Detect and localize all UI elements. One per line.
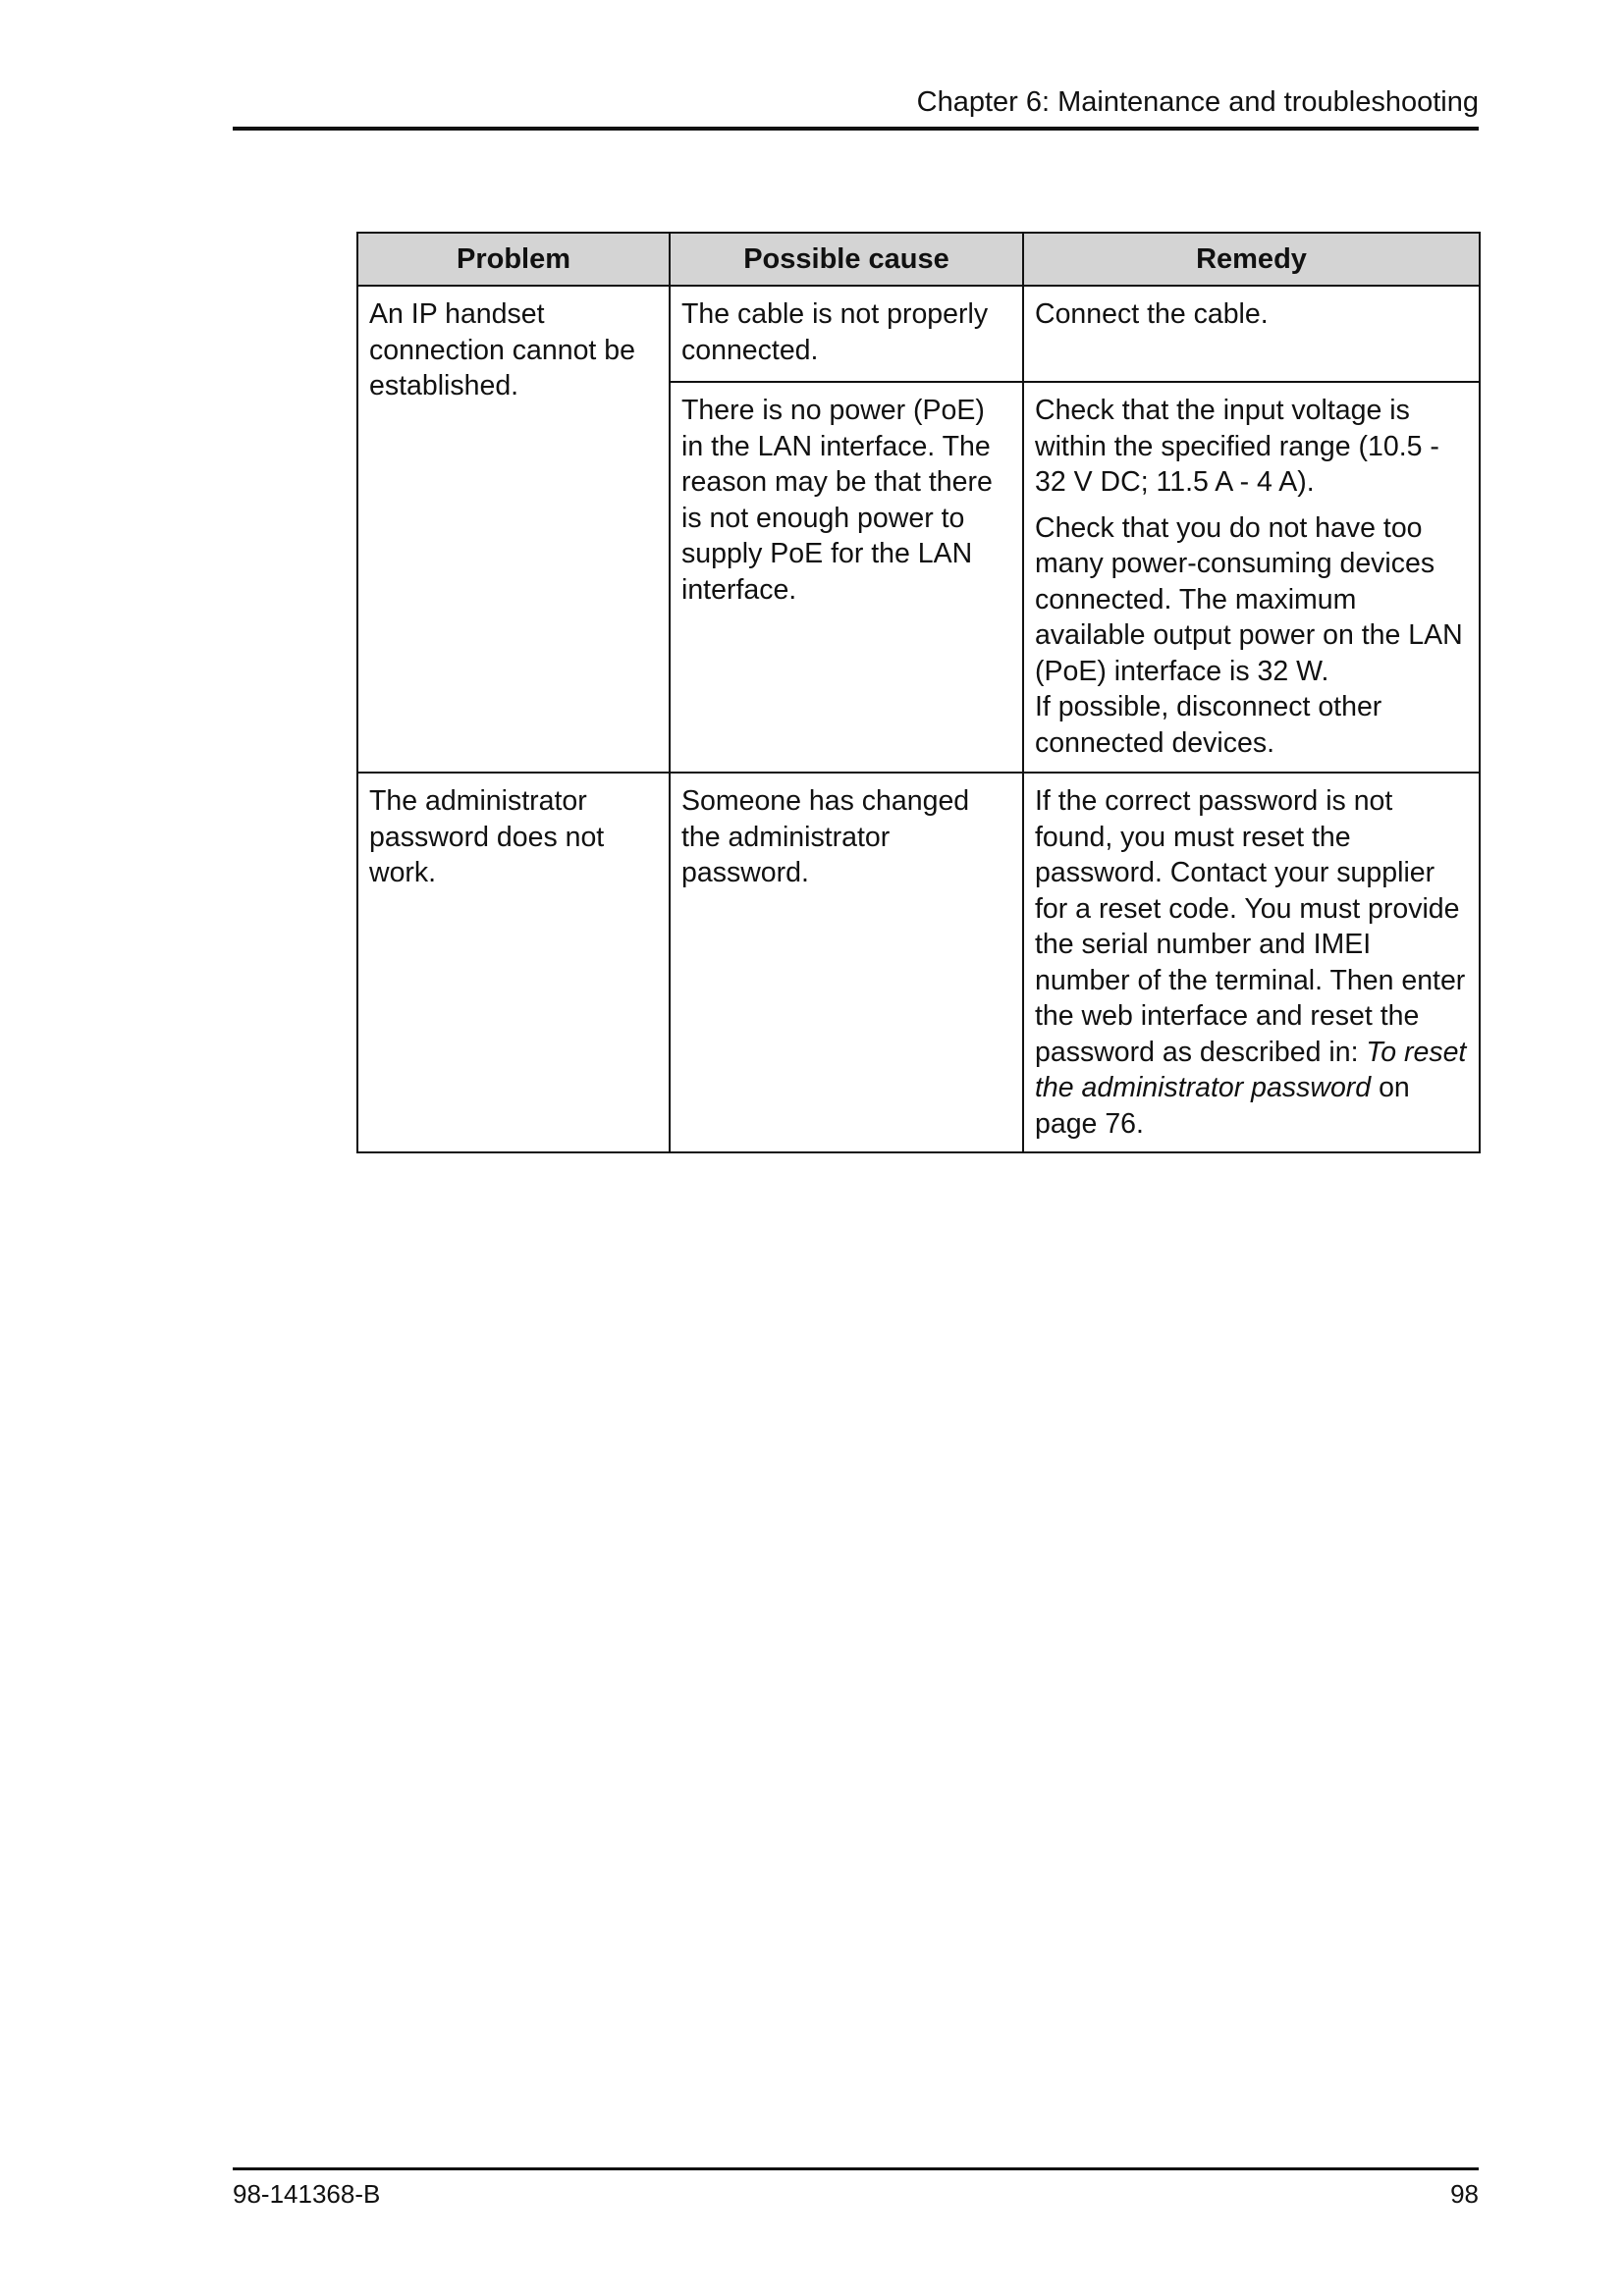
document-number: 98-141368-B [233,2179,381,2209]
remedy-paragraph: If possible, disconnect other connected devices. [1035,691,1382,759]
remedy-cell [1023,773,1480,1152]
table-row [357,286,1480,382]
footer-divider [233,2167,1479,2170]
chapter-header: Chapter 6: Maintenance and troubleshooting [916,86,1479,118]
cause-cell: There is no power (PoE) in the LAN interface. The reason may be that there is not enough power to supply PoE for the LAN interface. [670,382,1023,773]
column-header-remedy: Remedy [1023,233,1480,286]
problem-cell: The administrator password does not work. [357,773,670,1152]
remedy-cell: Connect the cable. [1023,286,1480,382]
cause-cell: The cable is not properly connected. [670,286,1023,382]
troubleshooting-table [356,232,1481,1153]
cause-cell: Someone has changed the administrator password. [670,773,1023,1152]
remedy-suffix: on page 76. [1035,1072,1410,1140]
column-header-problem: Problem [357,233,670,286]
column-header-possible-cause: Possible cause [670,233,1023,286]
table-row [357,773,1480,1152]
problem-cell: An IP handset connection cannot be established. [357,286,670,773]
remedy-cell [1023,382,1480,773]
cross-reference-link[interactable]: To reset the administrator password [1035,1036,1467,1103]
remedy-paragraph: Check that the input voltage is within the specified range (10.5 - 32 V DC; 11.5 A - 4 A). [1035,395,1439,498]
remedy-text: If the correct password is not found, you must reset the password. Contact your supplier for a reset code. You must provide the serial number and IMEI number of the terminal. Then enter the web interface and reset the password as described in: [1035,785,1466,1068]
remedy-paragraph: Check that you do not have too many power-consuming devices connected. The maximum available output power on the LAN (PoE) interface is 32 W. [1035,511,1463,687]
header-divider [233,127,1479,131]
page-number: 98 [1450,2179,1479,2209]
table-header-row [357,233,1480,286]
